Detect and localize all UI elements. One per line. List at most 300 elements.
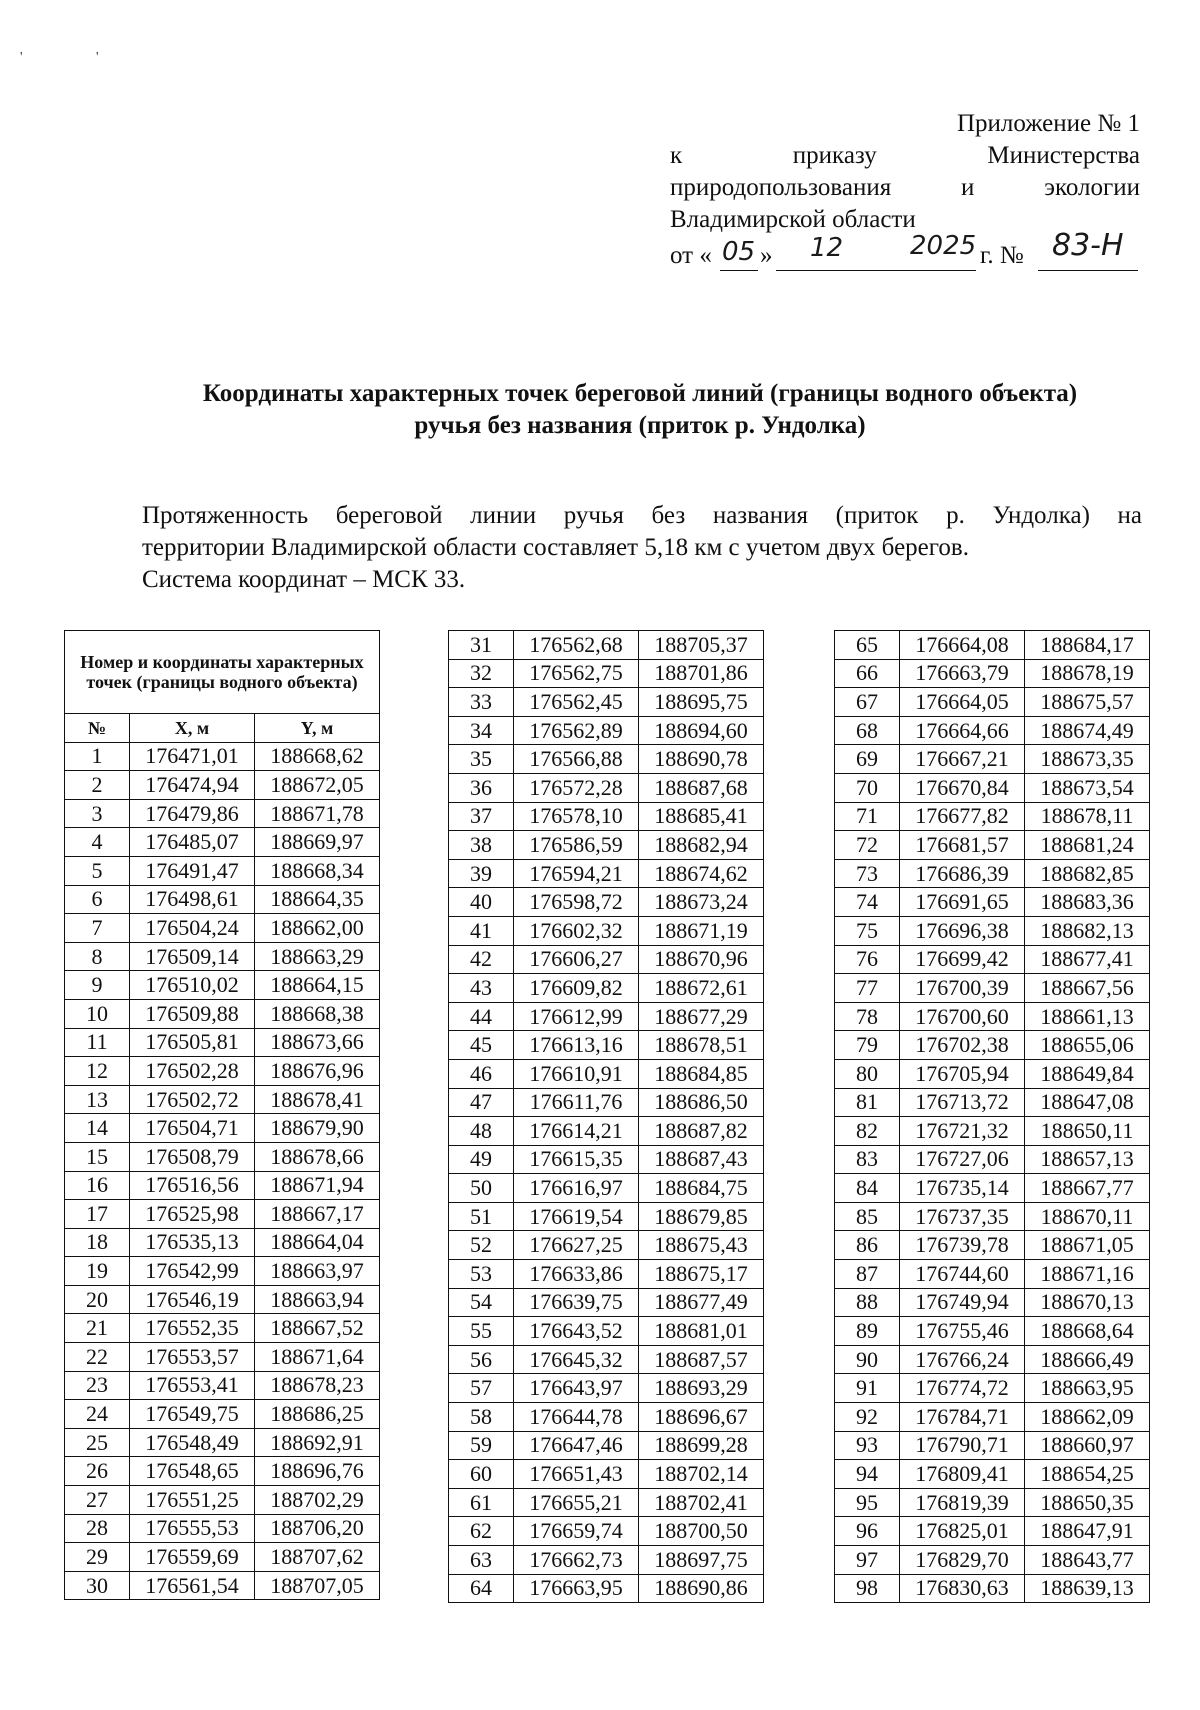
point-x: 176643,97: [514, 1374, 639, 1403]
point-y: 188677,49: [639, 1288, 764, 1317]
point-x: 176491,47: [130, 856, 255, 885]
table-row: [65, 1228, 380, 1257]
point-x: 176659,74: [514, 1517, 639, 1546]
scan-speck: ': [96, 50, 99, 65]
point-y: 188696,67: [639, 1403, 764, 1432]
order-number-label: г. №: [980, 242, 1024, 269]
point-number: 84: [835, 1174, 900, 1203]
table-row: [449, 1174, 764, 1203]
scan-speck: ': [20, 50, 23, 65]
point-x: 176542,99: [130, 1257, 255, 1286]
point-number: 63: [449, 1546, 514, 1575]
point-x: 176505,81: [130, 1028, 255, 1057]
table-row: [65, 914, 380, 943]
table-row: [449, 1517, 764, 1546]
point-x: 176609,82: [514, 974, 639, 1003]
point-x: 176509,14: [130, 942, 255, 971]
point-number: 64: [449, 1574, 514, 1603]
point-y: 188679,85: [639, 1202, 764, 1231]
point-number: 47: [449, 1088, 514, 1117]
order-number-handwritten: 83-Н: [1052, 228, 1124, 263]
table-row: [65, 942, 380, 971]
point-number: 45: [449, 1031, 514, 1060]
point-y: 188668,38: [255, 999, 380, 1028]
point-y: 188673,54: [1025, 773, 1150, 802]
point-x: 176562,68: [514, 631, 639, 660]
point-y: 188675,43: [639, 1231, 764, 1260]
point-x: 176664,05: [900, 688, 1025, 717]
point-number: 80: [835, 1059, 900, 1088]
point-number: 94: [835, 1460, 900, 1489]
table-row: [449, 1059, 764, 1088]
table-row: [65, 1057, 380, 1086]
point-y: 188687,82: [639, 1117, 764, 1146]
point-x: 176572,28: [514, 773, 639, 802]
point-x: 176681,57: [900, 831, 1025, 860]
table-row: [835, 1231, 1150, 1260]
point-number: 21: [65, 1314, 130, 1343]
point-x: 176677,82: [900, 802, 1025, 831]
point-x: 176819,39: [900, 1488, 1025, 1517]
table-row: [65, 1400, 380, 1429]
point-y: 188650,35: [1025, 1488, 1150, 1517]
point-number: 50: [449, 1174, 514, 1203]
table-row: [835, 1145, 1150, 1174]
table-row: [835, 1031, 1150, 1060]
table-row: [449, 1374, 764, 1403]
point-number: 88: [835, 1288, 900, 1317]
point-y: 188664,35: [255, 885, 380, 914]
table-row: [65, 1257, 380, 1286]
point-y: 188673,35: [1025, 745, 1150, 774]
point-y: 188661,13: [1025, 1002, 1150, 1031]
point-number: 60: [449, 1460, 514, 1489]
point-x: 176699,42: [900, 945, 1025, 974]
document-title: Координаты характерных точек береговой линий (границы водного объекта) ручья без названия (приток р. Ундолка): [202, 380, 1078, 439]
point-y: 188667,52: [255, 1314, 380, 1343]
table-row: [835, 1288, 1150, 1317]
point-number: 66: [835, 659, 900, 688]
point-x: 176644,78: [514, 1403, 639, 1432]
date-prefix: от «: [670, 242, 712, 269]
point-y: 188674,49: [1025, 716, 1150, 745]
point-number: 12: [65, 1057, 130, 1086]
point-x: 176516,56: [130, 1171, 255, 1200]
point-x: 176562,45: [514, 688, 639, 717]
point-x: 176613,16: [514, 1031, 639, 1060]
point-x: 176663,95: [514, 1574, 639, 1603]
point-number: 93: [835, 1431, 900, 1460]
table-row: [65, 1514, 380, 1543]
point-x: 176549,75: [130, 1400, 255, 1429]
table-row: [835, 1174, 1150, 1203]
point-y: 188678,51: [639, 1031, 764, 1060]
point-x: 176663,79: [900, 659, 1025, 688]
point-number: 19: [65, 1257, 130, 1286]
point-number: 56: [449, 1345, 514, 1374]
point-x: 176610,91: [514, 1059, 639, 1088]
point-number: 59: [449, 1431, 514, 1460]
point-number: 53: [449, 1260, 514, 1289]
point-y: 188639,13: [1025, 1574, 1150, 1603]
point-x: 176647,46: [514, 1431, 639, 1460]
point-x: 176829,70: [900, 1546, 1025, 1575]
point-x: 176555,53: [130, 1514, 255, 1543]
point-y: 188678,19: [1025, 659, 1150, 688]
date-month-handwritten: 12: [810, 233, 844, 263]
point-x: 176598,72: [514, 888, 639, 917]
table-row: [449, 831, 764, 860]
point-y: 188675,57: [1025, 688, 1150, 717]
table-row: [65, 971, 380, 1000]
point-y: 188672,61: [639, 974, 764, 1003]
point-y: 188687,43: [639, 1145, 764, 1174]
table-row: [835, 1002, 1150, 1031]
point-y: 188666,49: [1025, 1345, 1150, 1374]
point-x: 176643,52: [514, 1317, 639, 1346]
point-y: 188696,76: [255, 1457, 380, 1486]
point-y: 188671,78: [255, 799, 380, 828]
point-x: 176504,24: [130, 914, 255, 943]
point-y: 188687,57: [639, 1345, 764, 1374]
point-number: 9: [65, 971, 130, 1000]
point-y: 188654,25: [1025, 1460, 1150, 1489]
table-row: [449, 1117, 764, 1146]
table-row: [449, 1574, 764, 1603]
point-number: 81: [835, 1088, 900, 1117]
table-row: [65, 1171, 380, 1200]
point-number: 35: [449, 745, 514, 774]
point-y: 188702,41: [639, 1488, 764, 1517]
point-x: 176744,60: [900, 1260, 1025, 1289]
table-row: [835, 1345, 1150, 1374]
point-number: 51: [449, 1202, 514, 1231]
point-number: 29: [65, 1543, 130, 1572]
point-number: 69: [835, 745, 900, 774]
table-row: [449, 974, 764, 1003]
point-y: 188667,77: [1025, 1174, 1150, 1203]
point-y: 188701,86: [639, 659, 764, 688]
point-y: 188663,95: [1025, 1374, 1150, 1403]
point-y: 188657,13: [1025, 1145, 1150, 1174]
point-y: 188684,75: [639, 1174, 764, 1203]
table-row: [65, 1343, 380, 1372]
point-y: 188682,85: [1025, 859, 1150, 888]
point-x: 176784,71: [900, 1403, 1025, 1432]
point-x: 176774,72: [900, 1374, 1025, 1403]
point-number: 58: [449, 1403, 514, 1432]
point-y: 188643,77: [1025, 1546, 1150, 1575]
point-x: 176553,41: [130, 1371, 255, 1400]
table-row: [835, 1431, 1150, 1460]
point-number: 5: [65, 856, 130, 885]
point-y: 188694,60: [639, 716, 764, 745]
point-number: 36: [449, 773, 514, 802]
point-x: 176498,61: [130, 885, 255, 914]
point-y: 188678,66: [255, 1142, 380, 1171]
point-x: 176691,65: [900, 888, 1025, 917]
point-x: 176809,41: [900, 1460, 1025, 1489]
point-y: 188707,05: [255, 1571, 380, 1600]
point-y: 188693,29: [639, 1374, 764, 1403]
table-row: [449, 688, 764, 717]
point-x: 176645,32: [514, 1345, 639, 1374]
table-row: [835, 1488, 1150, 1517]
coordinates-table-2: [448, 630, 764, 1603]
table-row: [835, 888, 1150, 917]
table-row: [835, 1260, 1150, 1289]
point-x: 176474,94: [130, 771, 255, 800]
table-row: [449, 859, 764, 888]
point-number: 23: [65, 1371, 130, 1400]
point-x: 176825,01: [900, 1517, 1025, 1546]
point-x: 176561,54: [130, 1571, 255, 1600]
point-y: 188671,16: [1025, 1260, 1150, 1289]
point-number: 54: [449, 1288, 514, 1317]
point-number: 46: [449, 1059, 514, 1088]
point-number: 76: [835, 945, 900, 974]
point-number: 48: [449, 1117, 514, 1146]
point-x: 176655,21: [514, 1488, 639, 1517]
point-number: 70: [835, 773, 900, 802]
point-x: 176651,43: [514, 1460, 639, 1489]
table-row: [65, 1428, 380, 1457]
point-x: 176559,69: [130, 1543, 255, 1572]
point-y: 188675,17: [639, 1260, 764, 1289]
table-row: [65, 1486, 380, 1515]
table-row: [835, 631, 1150, 660]
point-number: 20: [65, 1285, 130, 1314]
point-number: 11: [65, 1028, 130, 1057]
point-y: 188681,24: [1025, 831, 1150, 860]
table-row: [65, 799, 380, 828]
point-number: 22: [65, 1343, 130, 1372]
table-row: [835, 974, 1150, 1003]
table-row: [449, 1431, 764, 1460]
point-y: 188677,29: [639, 1002, 764, 1031]
point-number: 72: [835, 831, 900, 860]
point-y: 188662,09: [1025, 1403, 1150, 1432]
point-y: 188686,50: [639, 1088, 764, 1117]
point-x: 176713,72: [900, 1088, 1025, 1117]
point-number: 28: [65, 1514, 130, 1543]
point-y: 188670,11: [1025, 1202, 1150, 1231]
table-row: [449, 916, 764, 945]
point-x: 176566,88: [514, 745, 639, 774]
point-number: 95: [835, 1488, 900, 1517]
point-number: 82: [835, 1117, 900, 1146]
table-row: [65, 999, 380, 1028]
point-x: 176627,25: [514, 1231, 639, 1260]
point-x: 176737,35: [900, 1202, 1025, 1231]
appendix-block: [670, 108, 1140, 280]
table-row: [835, 716, 1150, 745]
point-y: 188647,08: [1025, 1088, 1150, 1117]
table-row: [835, 773, 1150, 802]
table-row: [835, 1403, 1150, 1432]
point-y: 188682,13: [1025, 916, 1150, 945]
point-y: 188673,66: [255, 1028, 380, 1057]
point-x: 176705,94: [900, 1059, 1025, 1088]
table-row: [835, 831, 1150, 860]
table-row: [65, 828, 380, 857]
table-row: [835, 1374, 1150, 1403]
point-x: 176546,19: [130, 1285, 255, 1314]
point-y: 188677,41: [1025, 945, 1150, 974]
point-x: 176525,98: [130, 1200, 255, 1229]
point-x: 176790,71: [900, 1431, 1025, 1460]
point-y: 188702,29: [255, 1486, 380, 1515]
point-x: 176766,24: [900, 1345, 1025, 1374]
point-x: 176739,78: [900, 1231, 1025, 1260]
point-number: 78: [835, 1002, 900, 1031]
point-number: 6: [65, 885, 130, 914]
point-number: 34: [449, 716, 514, 745]
point-number: 27: [65, 1486, 130, 1515]
table-row: [835, 1546, 1150, 1575]
point-number: 89: [835, 1317, 900, 1346]
point-number: 90: [835, 1345, 900, 1374]
table-row: [835, 1517, 1150, 1546]
point-x: 176612,99: [514, 1002, 639, 1031]
point-y: 188674,62: [639, 859, 764, 888]
col-header-number: №: [65, 714, 130, 743]
point-x: 176696,38: [900, 916, 1025, 945]
coordinates-table-1: [64, 630, 380, 1600]
point-number: 7: [65, 914, 130, 943]
point-x: 176562,75: [514, 659, 639, 688]
table-row: [835, 1059, 1150, 1088]
point-y: 188707,62: [255, 1543, 380, 1572]
point-number: 14: [65, 1114, 130, 1143]
point-number: 26: [65, 1457, 130, 1486]
point-x: 176721,32: [900, 1117, 1025, 1146]
point-y: 188663,97: [255, 1257, 380, 1286]
point-number: 32: [449, 659, 514, 688]
table-row: [65, 1314, 380, 1343]
point-number: 4: [65, 828, 130, 857]
table-row: [65, 1285, 380, 1314]
point-y: 188687,68: [639, 773, 764, 802]
point-y: 188697,75: [639, 1546, 764, 1575]
table-row: [65, 771, 380, 800]
point-y: 188668,62: [255, 742, 380, 771]
point-y: 188663,29: [255, 942, 380, 971]
table-row: [835, 659, 1150, 688]
point-number: 71: [835, 802, 900, 831]
point-number: 75: [835, 916, 900, 945]
point-y: 188695,75: [639, 688, 764, 717]
point-y: 188682,94: [639, 831, 764, 860]
point-x: 176508,79: [130, 1142, 255, 1171]
table-row: [835, 1202, 1150, 1231]
point-number: 18: [65, 1228, 130, 1257]
point-y: 188647,91: [1025, 1517, 1150, 1546]
point-x: 176479,86: [130, 799, 255, 828]
point-number: 61: [449, 1488, 514, 1517]
point-x: 176615,35: [514, 1145, 639, 1174]
table-row: [449, 1488, 764, 1517]
table-row: [835, 1574, 1150, 1603]
table-row: [65, 1371, 380, 1400]
point-y: 188671,94: [255, 1171, 380, 1200]
table-row: [835, 802, 1150, 831]
point-number: 49: [449, 1145, 514, 1174]
point-x: 176548,49: [130, 1428, 255, 1457]
point-number: 87: [835, 1260, 900, 1289]
point-number: 86: [835, 1231, 900, 1260]
table-row: [449, 1460, 764, 1489]
table-row: [835, 1088, 1150, 1117]
order-date-line: [670, 228, 1140, 280]
point-x: 176502,28: [130, 1057, 255, 1086]
point-y: 188667,56: [1025, 974, 1150, 1003]
point-x: 176578,10: [514, 802, 639, 831]
table-row: [449, 1260, 764, 1289]
point-number: 3: [65, 799, 130, 828]
point-x: 176606,27: [514, 945, 639, 974]
point-y: 188664,15: [255, 971, 380, 1000]
point-y: 188672,05: [255, 771, 380, 800]
point-y: 188650,11: [1025, 1117, 1150, 1146]
point-number: 77: [835, 974, 900, 1003]
point-x: 176830,63: [900, 1574, 1025, 1603]
point-number: 68: [835, 716, 900, 745]
point-y: 188670,96: [639, 945, 764, 974]
point-y: 188678,23: [255, 1371, 380, 1400]
point-number: 31: [449, 631, 514, 660]
table-row: [835, 745, 1150, 774]
point-y: 188706,20: [255, 1514, 380, 1543]
point-y: 188692,91: [255, 1428, 380, 1457]
point-number: 62: [449, 1517, 514, 1546]
appendix-line-ministry: природопользования и экологии: [670, 174, 1140, 201]
table-row: [449, 1002, 764, 1031]
point-x: 176509,88: [130, 999, 255, 1028]
point-x: 176664,08: [900, 631, 1025, 660]
table-row: [449, 1231, 764, 1260]
point-y: 188676,96: [255, 1057, 380, 1086]
point-y: 188655,06: [1025, 1031, 1150, 1060]
table-row: [65, 1028, 380, 1057]
table-row: [449, 1031, 764, 1060]
point-y: 188668,64: [1025, 1317, 1150, 1346]
point-x: 176614,21: [514, 1117, 639, 1146]
point-x: 176639,75: [514, 1288, 639, 1317]
table-row: [65, 742, 380, 771]
table-row: [65, 885, 380, 914]
table-row: [65, 856, 380, 885]
appendix-line-order: к приказу Министерства: [670, 142, 1140, 169]
table-row: [65, 1571, 380, 1600]
point-number: 97: [835, 1546, 900, 1575]
table-row: [449, 945, 764, 974]
point-y: 188660,97: [1025, 1431, 1150, 1460]
table-row: [449, 1403, 764, 1432]
point-x: 176553,57: [130, 1343, 255, 1372]
table-row: [449, 1288, 764, 1317]
point-y: 188671,64: [255, 1343, 380, 1372]
point-number: 39: [449, 859, 514, 888]
col-header-x: X, м: [130, 714, 255, 743]
order-number-underline: [1038, 270, 1138, 271]
point-x: 176552,35: [130, 1314, 255, 1343]
point-x: 176562,89: [514, 716, 639, 745]
point-x: 176485,07: [130, 828, 255, 857]
date-day-handwritten: 05: [722, 237, 756, 267]
point-number: 2: [65, 771, 130, 800]
point-x: 176504,71: [130, 1114, 255, 1143]
